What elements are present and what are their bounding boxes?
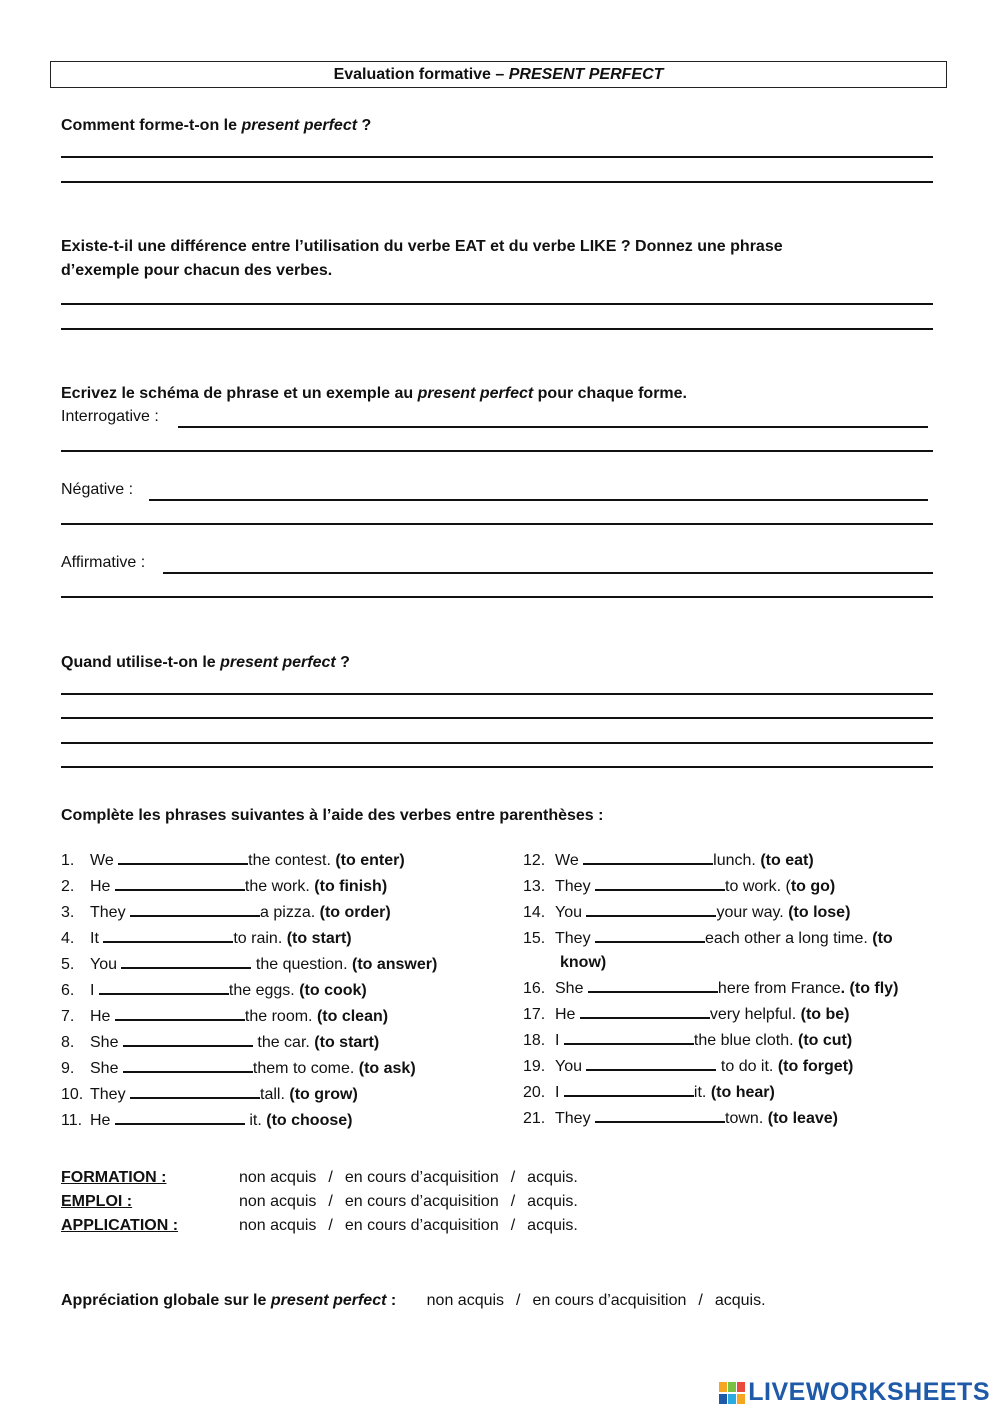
answer-blank[interactable] — [123, 1029, 253, 1047]
answer-blank[interactable] — [103, 925, 233, 943]
answer-blank[interactable] — [130, 899, 260, 917]
answer-blank[interactable] — [588, 975, 718, 993]
exercise-item: 6. I the eggs. (to cook) — [61, 977, 437, 1003]
liveworksheets-logo-icon — [718, 1381, 746, 1405]
answer-line[interactable] — [61, 717, 933, 719]
exercise-item: 10. They tall. (to grow) — [61, 1081, 437, 1107]
answer-line[interactable] — [61, 328, 933, 330]
answer-blank[interactable] — [580, 1001, 710, 1019]
answer-blank[interactable] — [564, 1027, 694, 1045]
liveworksheets-logo: LIVEWORKSHEETS — [718, 1378, 990, 1407]
answer-blank[interactable] — [118, 847, 248, 865]
answer-blank[interactable] — [564, 1079, 694, 1097]
answer-blank[interactable] — [595, 873, 725, 891]
answer-line[interactable] — [61, 523, 933, 525]
exercise-item: 9. She them to come. (to ask) — [61, 1055, 437, 1081]
answer-blank[interactable] — [115, 1107, 245, 1125]
answer-line[interactable] — [61, 766, 933, 768]
exercise-list-left — [61, 847, 437, 1133]
exercise-item: 20. I it. (to hear) — [523, 1079, 898, 1105]
exercise-list-right — [523, 847, 898, 1131]
exercise-item: 11. He it. (to choose) — [61, 1107, 437, 1133]
global-appreciation: Appréciation globale sur le present perfect : non acquis / en cours d’acquisition / acquis. — [61, 1292, 766, 1309]
exercise-item: 1. We the contest. (to enter) — [61, 847, 437, 873]
interrogative-label: Interrogative : — [61, 408, 159, 425]
question-eat-like: Existe-t-il une différence entre l’utilisation du verbe EAT et du verbe LIKE ? Donnez une phrase d’exemple pour chacun des verbes. — [61, 238, 783, 279]
answer-blank[interactable] — [123, 1055, 253, 1073]
level-row-emploi: EMPLOI : non acquis / en cours d’acquisition / acquis. — [61, 1193, 578, 1210]
question-complete-sentences: Complète les phrases suivantes à l’aide des verbes entre parenthèses : — [61, 807, 604, 824]
answer-blank[interactable] — [99, 977, 229, 995]
exercise-item: 3. They a pizza. (to order) — [61, 899, 437, 925]
exercise-item: 7. He the room. (to clean) — [61, 1003, 437, 1029]
negative-input-line[interactable] — [149, 499, 928, 501]
exercise-item: 4. It to rain. (to start) — [61, 925, 437, 951]
answer-line[interactable] — [61, 693, 933, 695]
answer-blank[interactable] — [130, 1081, 260, 1099]
answer-line[interactable] — [61, 742, 933, 744]
assessment-levels — [61, 1166, 578, 1238]
exercise-item: 13. They to work. (to go) — [523, 873, 898, 899]
exercise-item: 2. He the work. (to finish) — [61, 873, 437, 899]
level-row-application: APPLICATION : non acquis / en cours d’acquisition / acquis. — [61, 1217, 578, 1234]
exercise-item: 8. She the car. (to start) — [61, 1029, 437, 1055]
question-sentence-schema: Ecrivez le schéma de phrase et un exemple au present perfect pour chaque forme. — [61, 385, 687, 402]
exercise-item: 19. You to do it. (to forget) — [523, 1053, 898, 1079]
answer-line[interactable] — [61, 181, 933, 183]
affirmative-label: Affirmative : — [61, 554, 146, 571]
level-row-formation: FORMATION : non acquis / en cours d’acquisition / acquis. — [61, 1169, 578, 1186]
exercise-item: 15. They each other a long time. (to — [523, 925, 898, 951]
answer-blank[interactable] — [595, 1105, 725, 1123]
answer-blank[interactable] — [595, 925, 705, 943]
affirmative-input-line[interactable] — [163, 572, 933, 574]
answer-blank[interactable] — [583, 847, 713, 865]
exercise-item: 17. He very helpful. (to be) — [523, 1001, 898, 1027]
answer-line[interactable] — [61, 596, 933, 598]
exercise-item: 14. You your way. (to lose) — [523, 899, 898, 925]
answer-blank[interactable] — [586, 1053, 716, 1071]
negative-label: Négative : — [61, 481, 134, 498]
answer-blank[interactable] — [586, 899, 716, 917]
question-formation: Comment forme-t-on le present perfect ? — [61, 117, 372, 134]
answer-blank[interactable] — [121, 951, 251, 969]
answer-line[interactable] — [61, 156, 933, 158]
worksheet-title: Evaluation formative – PRESENT PERFECT — [50, 61, 947, 88]
exercise-item: 12. We lunch. (to eat) — [523, 847, 898, 873]
answer-line[interactable] — [61, 450, 933, 452]
exercise-item: 16. She here from France. (to fly) — [523, 975, 898, 1001]
interrogative-input-line[interactable] — [178, 426, 928, 428]
answer-blank[interactable] — [115, 1003, 245, 1021]
exercise-item: 21. They town. (to leave) — [523, 1105, 898, 1131]
answer-blank[interactable] — [115, 873, 245, 891]
exercise-item: 18. I the blue cloth. (to cut) — [523, 1027, 898, 1053]
exercise-item: 5. You the question. (to answer) — [61, 951, 437, 977]
exercise-item-continued: know) — [560, 954, 607, 971]
question-usage: Quand utilise-t-on le present perfect ? — [61, 654, 350, 671]
answer-line[interactable] — [61, 303, 933, 305]
